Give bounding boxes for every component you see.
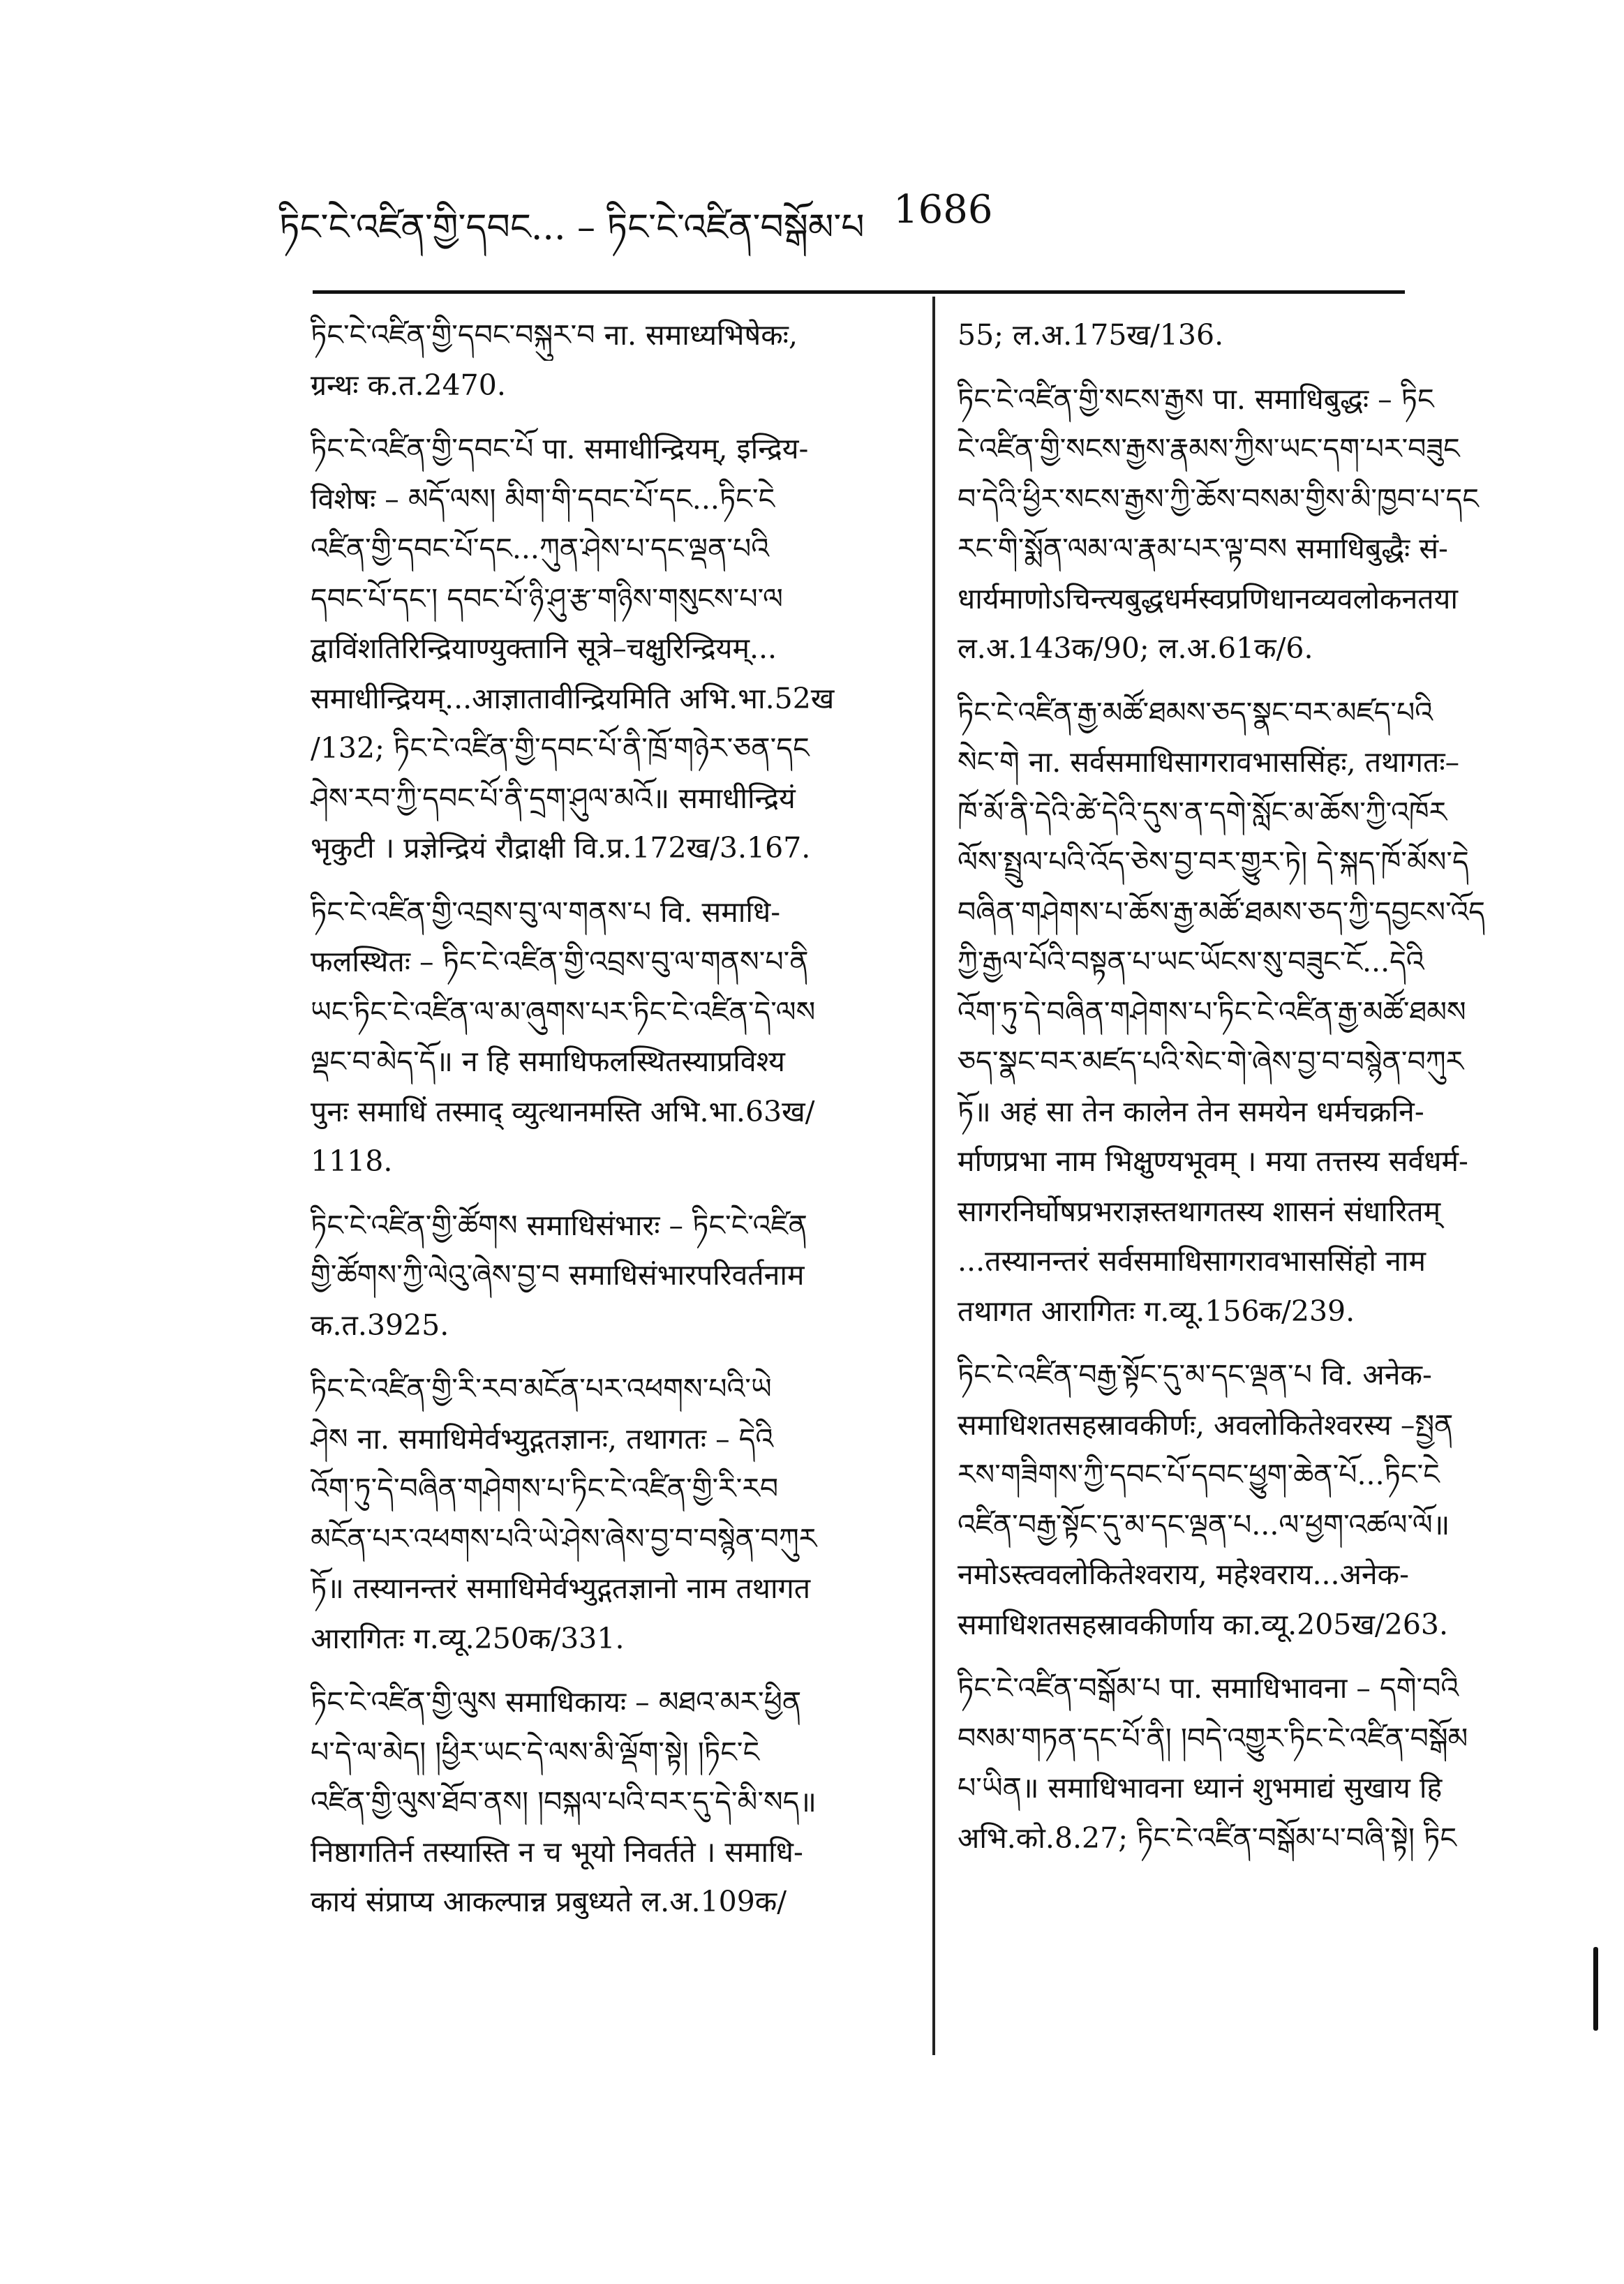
entry-line: भृकुटी । प्रज्ञेन्द्रियं रौद्राक्षी वि.प्र.172ख/3.167. <box>311 831 811 865</box>
entry-line: ངེ་འཛིན་གྱི་སངས་རྒྱས་རྣམས་ཀྱིས་ཡང་དག་པར་བཟུང <box>958 432 1460 465</box>
entry-line: དབང་པོ་དང་། དབང་པོ་ཉི་ཤུ་རྩ་གཉིས་གསུངས་པ་ལ <box>311 581 783 615</box>
entry-line: नमोऽस्त्ववलोकितेश्वराय, महेश्वराय...अनेक- <box>958 1558 1409 1591</box>
entry-line: पुनः समाधिं तस्माद् व्युत्थानमस्ति अभि.भा.63ख/ <box>311 1094 815 1128</box>
entry-line: སེང་གེ ना. सर्वसमाधिसागरावभाससिंहः, तथागतः– <box>958 745 1460 779</box>
entry-line: པ་ཡིན॥ समाधिभावना ध्यानं शुभमाद्यं सुखाय हि <box>958 1771 1443 1805</box>
entry-line: 55; ल.अ.175ख/136. <box>958 318 1224 352</box>
entry-line: ཁོ་མོ་ནི་དེའི་ཚེ་དེའི་དུས་ན་དགེ་སློང་མ་ཆོས་ཀྱི་འཁོར <box>958 795 1447 829</box>
dictionary-entry <box>311 311 911 410</box>
entry-line: ཏིང་ངེ་འཛིན་རྒྱ་མཚོ་ཐམས་ཅད་སྣང་བར་མཛད་པའི <box>958 695 1433 729</box>
entry-line: ཏིང་ངེ་འཛིན་གྱི་དབང་པོ पा. समाधीन्द्रियम्, इन्द्रिय- <box>311 432 809 465</box>
entry-line: འོག་ཏུ་དེ་བཞིན་གཤེགས་པ་ཏིང་ངེ་འཛིན་རྒྱ་མཚོ་ཐམས <box>958 994 1466 1029</box>
header-rule <box>313 290 1405 294</box>
entry-line: པ་དེ་ལ་མེད། །ཕྱིར་ཡང་དེ་ལས་མི་ལྡོག་སྟེ། །ཏིང་ངེ <box>311 1735 760 1769</box>
entry-line: རང་གི་སྨོན་ལམ་ལ་རྣམ་པར་ལྟ་བས समाधिबुद्धैः सं- <box>958 532 1448 565</box>
column-divider <box>932 297 935 2055</box>
entry-line: བཞིན་གཤེགས་པ་ཆོས་རྒྱ་མཚོ་ཐམས་ཅད་ཀྱི་དབྱངས་འོད <box>958 895 1486 929</box>
entry-line: क.त.3925. <box>311 1308 449 1342</box>
entry-line: འཛིན་གྱི་དབང་པོ་དང...ཀུན་ཤེས་པ་དང་ལྡན་པའི <box>311 532 770 565</box>
entry-line: ཅད་སྣང་བར་མཛད་པའི་སེང་གེ་ཞེས་བྱ་བ་བསྙེན་བཀུར <box>958 1045 1464 1078</box>
entry-line: བ་དེའི་ཕྱིར་སངས་རྒྱས་ཀྱི་ཆོས་བསམ་གྱིས་མི་ཁྱབ་པ་དང <box>958 482 1479 516</box>
entry-line: समाधिशतसहस्रावकीर्णः, अवलोकितेश्वरस्य –སྤྱན <box>958 1408 1454 1442</box>
entry-line: ग्रन्थः क.त.2470. <box>311 368 506 402</box>
left-column <box>311 311 911 1941</box>
dictionary-entry <box>311 888 911 1187</box>
entry-line: द्वाविंशतिरिन्द्रियाण्युक्तानि सूत्रे–चक्षुरिन्द्रियम्... <box>311 632 777 665</box>
entry-line: फलस्थितः – ཏིང་ངེ་འཛིན་གྱི་འབྲས་བུ་ལ་གནས་པ་ནི <box>311 945 809 978</box>
dictionary-entry <box>958 311 1554 361</box>
entry-line: མངོན་པར་འཕགས་པའི་ཡེ་ཤེས་ཞེས་བྱ་བ་བསྙེན་བཀུར <box>311 1521 817 1555</box>
entry-line: རས་གཟིགས་ཀྱི་དབང་པོ་དབང་ཕྱུག་ཆེན་པོ...ཏིང་ངེ <box>958 1458 1440 1491</box>
entry-line: र्माणप्रभा नाम भिक्षुण्यभूवम् । मया तत्तस्य सर्वधर्म- <box>958 1144 1468 1178</box>
entry-line: ཏིང་ངེ་འཛིན་གྱི་དབང་བསྐུར་བ ना. समाध्यभिषेकः, <box>311 318 798 352</box>
entry-line: समाधिशतसहस्रावकीर्णाय का.व्यू.205ख/263. <box>958 1607 1449 1641</box>
entry-line: ཏོ॥ तस्यानन्तरं समाधिमेर्वभ्युद्गतज्ञानो नाम तथागत <box>311 1572 811 1605</box>
entry-line: བསམ་གཏན་དང་པོ་ནི། །བདེ་འགྱུར་ཏིང་ངེ་འཛིན་བསྒོམ <box>958 1721 1468 1755</box>
entry-line: धार्यमाणोऽचिन्त्यबुद्धधर्मस्वप्रणिधानव्यवलोकनतया <box>958 581 1459 615</box>
header-headword-range: ཏིང་ངེ་འཛིན་གྱི་དབང... – ཏིང་ངེ་འཛིན་བསྒོམ་པ <box>279 207 865 248</box>
entry-line: ལྡང་བ་མེད་དོ॥ न हि समाधिफलस्थितस्याप्रविश्य <box>311 1045 785 1078</box>
entry-line: ཡང་ཏིང་ངེ་འཛིན་ལ་མ་ཞུགས་པར་ཏིང་ངེ་འཛིན་དེ་ལས <box>311 994 816 1029</box>
entry-line: གྱི་ཚོགས་ཀྱི་ལེའུ་ཞེས་བྱ་བ समाधिसंभारपरिवर्तनाम <box>311 1258 805 1292</box>
entry-line: विशेषः – མདོ་ལས། མིག་གི་དབང་པོ་དང...ཏིང་ངེ <box>311 482 775 516</box>
entry-line: सागरनिर्घोषप्रभराज्ञस्तथागतस्य शासनं संधारितम् <box>958 1194 1441 1228</box>
entry-line: ལོས་སྤྲུལ་པའི་འོད་ཅེས་བྱ་བར་གྱུར་ཏེ། དེ་སྐད་ཁོ་མོས་དེ <box>958 845 1469 879</box>
entry-line: ཏིང་ངེ་འཛིན་བསྒོམ་པ पा. समाधिभावना – དགེ་བའི <box>958 1671 1459 1705</box>
entry-line: ཏིང་ངེ་འཛིན་བརྒྱ་སྟོང་དུ་མ་དང་ལྡན་པ वि. अनेक- <box>958 1358 1432 1391</box>
entry-line: निष्ठागतिर्न तस्यास्ति न च भूयो निवर्तते । समाधि- <box>311 1835 803 1869</box>
dictionary-entry <box>958 688 1554 1337</box>
running-header <box>279 187 1061 248</box>
entry-line: ཏིང་ངེ་འཛིན་གྱི་ཚོགས समाधिसंभारः – ཏིང་ངེ་འཛིན <box>311 1208 807 1242</box>
dictionary-entry <box>958 1664 1554 1863</box>
dictionary-entry <box>311 1678 911 1927</box>
entry-line: ཤེས་རབ་ཀྱི་དབང་པོ་ནི་དྲག་ཤུལ་མའོ॥ समाधीन्द्रियं <box>311 781 796 815</box>
entry-line: आरागितः ग.व्यू.250क/331. <box>311 1621 625 1655</box>
entry-line: /132; ཏིང་ངེ་འཛིན་གྱི་དབང་པོ་ནི་ཁྲོ་གཉེར་ཅན་དང <box>311 731 810 765</box>
entry-line: ཏིང་ངེ་འཛིན་གྱི་རི་རབ་མངོན་པར་འཕགས་པའི་ཡེ <box>311 1372 772 1405</box>
dictionary-entry <box>311 1364 911 1664</box>
right-column <box>958 311 1554 1877</box>
entry-line: ཏིང་ངེ་འཛིན་གྱི་འབྲས་བུ་ལ་གནས་པ वि. समाधि- <box>311 895 781 929</box>
entry-line: समाधीन्द्रियम्...आज्ञातावीन्द्रियमिति अभि.भा.52ख <box>311 681 835 715</box>
entry-line: तथागत आरागितः ग.व्यू.156क/239. <box>958 1294 1355 1328</box>
page-number: 1686 <box>893 187 993 232</box>
entry-line: ཏོ॥ अहं सा तेन कालेन तेन समयेन धर्मचक्रनि- <box>958 1094 1424 1128</box>
entry-line: 1118. <box>311 1144 393 1178</box>
dictionary-entry <box>311 1201 911 1351</box>
page-edge-mark <box>1593 1947 1598 2031</box>
dictionary-entry <box>958 375 1554 674</box>
entry-line: ल.अ.143क/90; ल.अ.61क/6. <box>958 632 1313 665</box>
entry-line: अभि.को.8.27; ཏིང་ངེ་འཛིན་བསྒོམ་པ་བཞི་སྟེ། ཏིང <box>958 1821 1457 1855</box>
entry-line: ཀྱི་རྒྱལ་པོའི་བསྟན་པ་ཡང་ཡོངས་སུ་བཟུང་ངོ...དེའི <box>958 945 1424 978</box>
entry-line: འོག་ཏུ་དེ་བཞིན་གཤེགས་པ་ཏིང་ངེ་འཛིན་གྱི་རི་རབ <box>311 1472 779 1505</box>
entry-line: ཏིང་ངེ་འཛིན་གྱི་སངས་རྒྱས पा. समाधिबुद्धः – ཏིང <box>958 382 1434 416</box>
entry-line: འཛིན་བརྒྱ་སྟོང་དུ་མ་དང་ལྡན་པ...ལ་ཕྱག་འཚལ་ལོ॥ <box>958 1507 1450 1542</box>
entry-line: ...तस्यानन्तरं सर्वसमाधिसागरावभाससिंहो नाम <box>958 1244 1426 1278</box>
entry-line: ཤེས ना. समाधिमेर्वभ्युद्गतज्ञानः, तथागतः – དེའི <box>311 1421 774 1456</box>
entry-line: कायं संप्राप्य आकल्पान्न प्रबुध्यते ल.अ.109क/ <box>311 1885 787 1918</box>
dictionary-entry <box>311 424 911 874</box>
dictionary-entry <box>958 1350 1554 1650</box>
entry-line: ཏིང་ངེ་འཛིན་གྱི་ལུས समाधिकायः – མཐའ་མར་ཕྱིན <box>311 1685 802 1719</box>
entry-line: འཛིན་གྱི་ལུས་ཐོབ་ནས། །བསྐལ་པའི་བར་དུ་དེ་མི་སད॥ <box>311 1785 817 1819</box>
